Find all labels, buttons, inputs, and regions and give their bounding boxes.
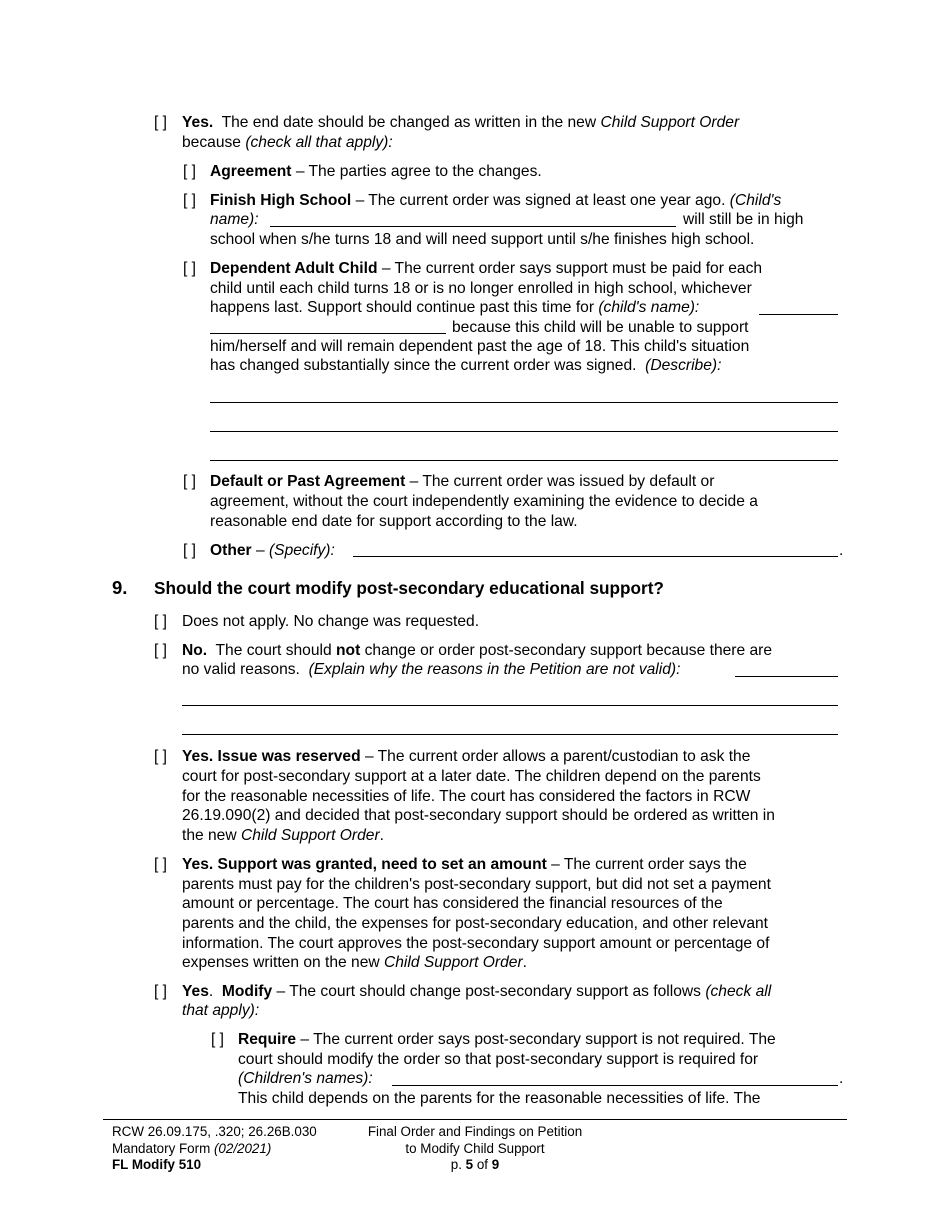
- checkbox-end-date-yes[interactable]: [ ]: [154, 114, 167, 131]
- require-line2: court should modify the order so that post-secondary support is required for: [238, 1051, 759, 1068]
- footer-center: [362, 1124, 588, 1174]
- support-granted-order-ref: Child Support Order: [383, 954, 523, 971]
- issue-reserved-line5-text: the new: [182, 827, 237, 844]
- no-line2: [182, 660, 680, 680]
- footer-rcw: RCW 26.09.175, .320; 26.26B.030: [112, 1124, 317, 1139]
- agreement-text: – The parties agree to the changes.: [295, 163, 542, 180]
- explain-field-a[interactable]: [735, 676, 838, 677]
- because-text: because: [182, 133, 241, 151]
- dependent-adult-child-option: [210, 259, 850, 279]
- end-date-yes-text: [182, 113, 842, 152]
- childrens-names-prompt: (Children's names):: [238, 1070, 373, 1087]
- issue-reserved-line4: 26.19.090(2) and decided that post-secondary support should be ordered as written in: [182, 807, 775, 824]
- modify-dot: .: [208, 983, 214, 1000]
- footer-rule: [103, 1119, 847, 1120]
- no-label: No.: [182, 642, 208, 659]
- modify-text: – The court should change post-secondary support as follows: [276, 983, 701, 1000]
- issue-reserved-line1: – The current order allows a parent/custodian to ask the: [364, 748, 751, 765]
- child-support-order-ref: Child Support Order: [600, 114, 740, 131]
- checkbox-issue-reserved[interactable]: [ ]: [154, 748, 167, 765]
- issue-reserved-line5: [182, 826, 384, 846]
- dependent-adult-line2: child until each child turns 18 or is no longer enrolled in high school, whichever: [210, 280, 752, 297]
- default-past-agreement-label: Default or Past Agreement: [210, 473, 406, 490]
- modify-yes-label: Yes: [182, 983, 209, 1000]
- dependent-adult-line5: him/herself and will remain dependent past the age of 18. This child's situation: [210, 338, 750, 355]
- describe-line-2[interactable]: [210, 431, 838, 432]
- footer-form-id: [112, 1157, 317, 1174]
- not-emphasis: not: [336, 642, 361, 659]
- agreement-option: [210, 162, 840, 182]
- checkbox-require[interactable]: [ ]: [211, 1031, 224, 1048]
- finish-high-school-text-3: school when s/he turns 18 and will need support until s/he finishes high school.: [210, 231, 755, 248]
- dependent-adult-line1: – The current order says support must be paid for each: [381, 260, 763, 277]
- no-option: [182, 641, 842, 661]
- other-label: Other: [210, 542, 252, 559]
- mandatory-text: Mandatory Form: [112, 1140, 211, 1156]
- form-date: (02/2021): [213, 1140, 272, 1156]
- explain-line-1[interactable]: [182, 705, 838, 706]
- dependent-adult-line4: because this child will be unable to support: [452, 319, 749, 336]
- support-granted-line6: [182, 953, 527, 973]
- check-all-note: (check all that apply):: [245, 133, 393, 151]
- still-in-high-school-text: will still be in high: [683, 211, 804, 228]
- checkbox-support-granted[interactable]: [ ]: [154, 856, 167, 873]
- dependent-child-name-field-b[interactable]: [210, 333, 446, 334]
- issue-reserved-line3: for the reasonable necessities of life. The court has considered the factors in RCW: [182, 788, 751, 805]
- require-prompt: [238, 1069, 373, 1089]
- support-granted-label: Yes. Support was granted, need to set an amount: [182, 856, 547, 873]
- support-granted-line3: amount or percentage. The court has considered the financial resources of the: [182, 895, 723, 912]
- finish-high-school-text: – The current order was signed at least one year ago.: [355, 192, 726, 209]
- default-past-line3: reasonable end date for support according to the law.: [210, 513, 578, 530]
- support-granted-line5: information. The court approves the post-secondary support amount or percentage of: [182, 935, 770, 952]
- support-granted-line2: parents must pay for the children's post-secondary support, but did not set a payment: [182, 876, 771, 893]
- dependent-adult-line6-text: has changed substantially since the current order was signed.: [210, 357, 637, 374]
- page-total: 9: [491, 1157, 500, 1173]
- require-end-period: .: [839, 1070, 844, 1087]
- issue-reserved-order-ref: Child Support Order: [240, 827, 380, 844]
- finish-high-school-label: Finish High School: [210, 192, 352, 209]
- explain-prompt: (Explain why the reasons in the Petition are not valid):: [308, 661, 681, 678]
- footer-title-2: to Modify Child Support: [405, 1140, 545, 1156]
- page-number: [362, 1157, 588, 1174]
- form-id: FL Modify 510: [112, 1157, 202, 1173]
- default-past-line2: agreement, without the court independently examining the evidence to decide a: [210, 493, 758, 510]
- require-option: [238, 1030, 838, 1050]
- other-specify-field[interactable]: [353, 556, 838, 557]
- agreement-label: Agreement: [210, 163, 292, 180]
- checkbox-dependent-adult-child[interactable]: [ ]: [183, 260, 196, 277]
- finish-high-school-option: [210, 191, 845, 211]
- modify-note1: (check all: [705, 983, 772, 1000]
- issue-reserved-option: [182, 747, 842, 767]
- does-not-apply-text: Does not apply. No change was requested.: [182, 613, 480, 630]
- checkbox-agreement[interactable]: [ ]: [183, 163, 196, 180]
- describe-line-1[interactable]: [210, 402, 838, 403]
- modify-note2-text: that apply):: [182, 1002, 260, 1019]
- support-granted-line6-text: expenses written on the new: [182, 954, 380, 971]
- specify-prompt: (Specify):: [268, 542, 335, 559]
- finish-high-school-child-name-field[interactable]: [270, 226, 676, 227]
- require-line1: – The current order says post-secondary support is not required. The: [300, 1031, 776, 1048]
- no-text3: no valid reasons.: [182, 661, 300, 678]
- checkbox-modify[interactable]: [ ]: [154, 983, 167, 1000]
- issue-reserved-label: Yes. Issue was reserved: [182, 748, 361, 765]
- checkbox-no[interactable]: [ ]: [154, 642, 167, 659]
- require-line4: This child depends on the parents for the reasonable necessities of life. The: [238, 1090, 761, 1107]
- support-granted-option: [182, 855, 842, 875]
- no-text2: change or order post-secondary support because there are: [364, 642, 773, 659]
- require-label: Require: [238, 1031, 297, 1048]
- childs-name-prompt-2: [210, 210, 259, 230]
- checkbox-default-past-agreement[interactable]: [ ]: [183, 473, 196, 490]
- modify-label: Modify: [221, 983, 273, 1000]
- checkbox-does-not-apply[interactable]: [ ]: [154, 613, 167, 630]
- name-prompt: name):: [210, 211, 259, 228]
- support-granted-line1: – The current order says the: [551, 856, 747, 873]
- footer-mandatory: [112, 1141, 317, 1158]
- dependent-adult-child-label: Dependent Adult Child: [210, 260, 378, 277]
- issue-reserved-line2: court for post-secondary support at a later date. The children depend on the parents: [182, 768, 761, 785]
- dependent-childs-name-prompt: (child's name):: [598, 299, 700, 316]
- other-end-period: .: [839, 542, 844, 559]
- page-of: of: [476, 1157, 489, 1173]
- support-granted-line4: parents and the child, the expenses for post-secondary education, and other relevant: [182, 915, 769, 932]
- support-granted-period: .: [522, 954, 528, 971]
- dependent-adult-line3: [210, 298, 699, 318]
- modify-option: [182, 982, 842, 1002]
- childrens-names-field[interactable]: [392, 1085, 838, 1086]
- section-9-title: Should the court modify post-secondary educational support?: [154, 578, 664, 598]
- other-dash: –: [255, 542, 265, 559]
- checkbox-other[interactable]: [ ]: [183, 542, 196, 559]
- modify-note2: [182, 1001, 259, 1021]
- footer-left: [112, 1124, 317, 1174]
- dependent-adult-line6: [210, 356, 721, 376]
- checkbox-finish-high-school[interactable]: [ ]: [183, 192, 196, 209]
- childs-name-prompt: (Child's: [729, 192, 782, 209]
- footer-title-1: Final Order and Findings on Petition: [367, 1124, 583, 1139]
- explain-line-2[interactable]: [182, 734, 838, 735]
- end-date-yes-desc: The end date should be changed as written in the new: [221, 114, 597, 131]
- dependent-child-name-field-a[interactable]: [759, 314, 838, 315]
- page-prefix: p.: [450, 1157, 462, 1173]
- section-9-number: 9.: [112, 577, 128, 598]
- issue-reserved-period: .: [379, 827, 384, 844]
- dependent-adult-line3-text: happens last. Support should continue past this time for: [210, 299, 595, 316]
- describe-prompt: (Describe):: [645, 357, 722, 374]
- other-option: [210, 541, 335, 561]
- page-current: 5: [465, 1157, 474, 1173]
- default-past-agreement-option: [210, 472, 850, 492]
- describe-line-3[interactable]: [210, 460, 838, 461]
- yes-label: Yes.: [182, 114, 214, 131]
- no-text1: The court should: [215, 642, 332, 659]
- default-past-line1: – The current order was issued by default or: [409, 473, 715, 490]
